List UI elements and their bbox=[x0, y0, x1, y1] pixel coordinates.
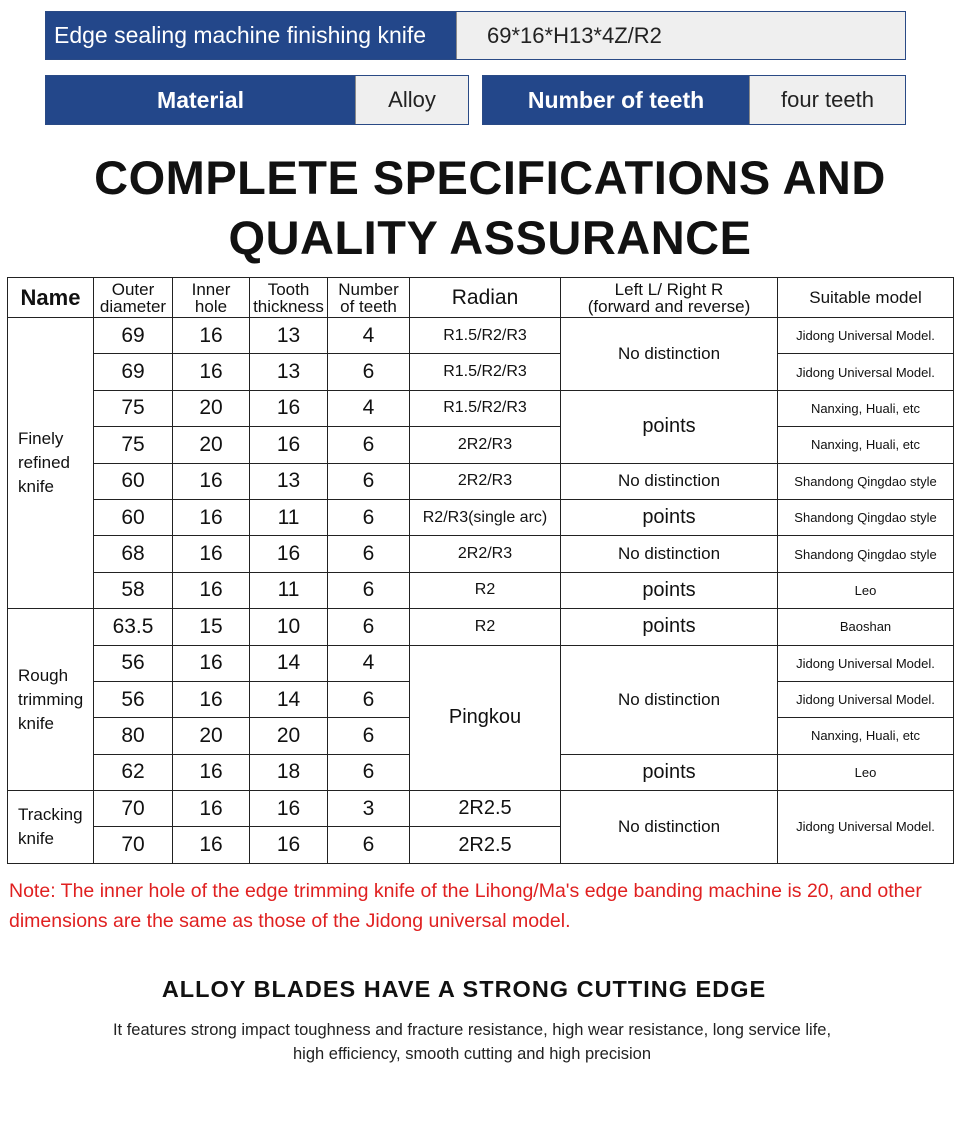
cell-direction: No distinction bbox=[561, 536, 778, 572]
cell-thickness: 11 bbox=[250, 572, 328, 608]
cell-radian: R2/R3(single arc) bbox=[410, 499, 561, 535]
cell-model: Shandong Qingdao style bbox=[778, 536, 954, 572]
cell-thickness: 10 bbox=[250, 609, 328, 645]
cell-inner: 20 bbox=[173, 427, 250, 463]
cell-radian: R1.5/R2/R3 bbox=[410, 390, 561, 426]
cell-teeth: 6 bbox=[328, 609, 410, 645]
table-row bbox=[8, 463, 954, 499]
product-name-bar bbox=[45, 11, 906, 60]
cell-thickness: 16 bbox=[250, 827, 328, 863]
cell-teeth: 4 bbox=[328, 645, 410, 681]
cell-radian: 2R2.5 bbox=[410, 791, 561, 827]
cell-teeth: 3 bbox=[328, 791, 410, 827]
cell-model: Jidong Universal Model. bbox=[778, 681, 954, 717]
cell-outer: 75 bbox=[94, 390, 173, 426]
cell-thickness: 11 bbox=[250, 499, 328, 535]
cell-teeth: 4 bbox=[328, 318, 410, 354]
cell-outer: 62 bbox=[94, 754, 173, 790]
cell-outer: 56 bbox=[94, 681, 173, 717]
cell-thickness: 16 bbox=[250, 536, 328, 572]
header-inner-hole: Inner hole bbox=[173, 278, 250, 318]
cell-inner: 16 bbox=[173, 827, 250, 863]
table-row bbox=[8, 645, 954, 681]
cell-teeth: 4 bbox=[328, 390, 410, 426]
table-header-row bbox=[8, 278, 954, 318]
cell-teeth: 6 bbox=[328, 572, 410, 608]
cell-inner: 15 bbox=[173, 609, 250, 645]
cell-direction: No distinction bbox=[561, 645, 778, 754]
teeth-bar bbox=[482, 75, 906, 125]
table-row bbox=[8, 318, 954, 354]
cell-teeth: 6 bbox=[328, 499, 410, 535]
header-outer-diameter: Outer diameter bbox=[94, 278, 173, 318]
cell-model: Nanxing, Huali, etc bbox=[778, 427, 954, 463]
teeth-value: four teeth bbox=[749, 76, 905, 124]
cell-direction: No distinction bbox=[561, 318, 778, 391]
cell-thickness: 16 bbox=[250, 390, 328, 426]
cell-radian: R2 bbox=[410, 609, 561, 645]
material-label: Material bbox=[46, 76, 355, 124]
cell-inner: 20 bbox=[173, 718, 250, 754]
cell-teeth: 6 bbox=[328, 536, 410, 572]
cell-outer: 70 bbox=[94, 791, 173, 827]
cell-teeth: 6 bbox=[328, 718, 410, 754]
cell-radian: 2R2/R3 bbox=[410, 536, 561, 572]
table-row bbox=[8, 499, 954, 535]
header-radian: Radian bbox=[410, 278, 561, 318]
cell-radian: R2 bbox=[410, 572, 561, 608]
cell-radian: 2R2.5 bbox=[410, 827, 561, 863]
cell-direction: points bbox=[561, 754, 778, 790]
cell-teeth: 6 bbox=[328, 463, 410, 499]
header-name: Name bbox=[8, 278, 94, 318]
cell-model: Jidong Universal Model. bbox=[778, 318, 954, 354]
cell-inner: 16 bbox=[173, 754, 250, 790]
cell-direction: No distinction bbox=[561, 791, 778, 864]
spec-table bbox=[7, 277, 954, 864]
cell-inner: 16 bbox=[173, 791, 250, 827]
cell-radian: 2R2/R3 bbox=[410, 427, 561, 463]
cell-inner: 16 bbox=[173, 463, 250, 499]
cell-thickness: 13 bbox=[250, 318, 328, 354]
cell-inner: 16 bbox=[173, 681, 250, 717]
note-text: Note: The inner hole of the edge trimming knife of the Lihong/Ma's edge banding machine is 20, and other dimensions are the same as those of the Jidong universal model. bbox=[9, 880, 922, 932]
header-suitable-model: Suitable model bbox=[778, 278, 954, 318]
section-description: It features strong impact toughness and fracture resistance, high wear resistance, long service life, high efficiency, smooth cutting and high precision bbox=[112, 1021, 832, 1063]
cell-inner: 16 bbox=[173, 499, 250, 535]
cell-teeth: 6 bbox=[328, 754, 410, 790]
header-direction: Left L/ Right R (forward and reverse) bbox=[561, 278, 778, 318]
cell-inner: 16 bbox=[173, 536, 250, 572]
cell-model: Nanxing, Huali, etc bbox=[778, 718, 954, 754]
cell-outer: 63.5 bbox=[94, 609, 173, 645]
section-title: ALLOY BLADES HAVE A STRONG CUTTING EDGE bbox=[161, 976, 767, 1002]
cell-outer: 60 bbox=[94, 499, 173, 535]
cell-teeth: 6 bbox=[328, 827, 410, 863]
cell-direction: No distinction bbox=[561, 463, 778, 499]
cell-radian: Pingkou bbox=[410, 645, 561, 791]
cell-outer: 58 bbox=[94, 572, 173, 608]
cell-outer: 70 bbox=[94, 827, 173, 863]
header-tooth-thickness: Tooth thickness bbox=[250, 278, 328, 318]
group-finely-refined: Finely refined knife bbox=[8, 318, 94, 609]
cell-inner: 16 bbox=[173, 645, 250, 681]
group-tracking: Tracking knife bbox=[8, 791, 94, 864]
cell-model: Leo bbox=[778, 754, 954, 790]
cell-thickness: 13 bbox=[250, 354, 328, 390]
cell-radian: 2R2/R3 bbox=[410, 463, 561, 499]
table-row bbox=[8, 609, 954, 645]
cell-inner: 16 bbox=[173, 318, 250, 354]
teeth-label: Number of teeth bbox=[483, 76, 749, 124]
table-row bbox=[8, 354, 954, 390]
cell-direction: points bbox=[561, 499, 778, 535]
cell-outer: 69 bbox=[94, 354, 173, 390]
material-bar bbox=[45, 75, 469, 125]
cell-inner: 20 bbox=[173, 390, 250, 426]
cell-teeth: 6 bbox=[328, 354, 410, 390]
page-title bbox=[0, 148, 960, 268]
table-row bbox=[8, 791, 954, 827]
cell-model: Shandong Qingdao style bbox=[778, 499, 954, 535]
cell-model: Leo bbox=[778, 572, 954, 608]
cell-inner: 16 bbox=[173, 572, 250, 608]
cell-inner: 16 bbox=[173, 354, 250, 390]
cell-radian: R1.5/R2/R3 bbox=[410, 354, 561, 390]
header-number-of-teeth: Number of teeth bbox=[328, 278, 410, 318]
cell-model: Jidong Universal Model. bbox=[778, 354, 954, 390]
table-row bbox=[8, 572, 954, 608]
cell-direction: points bbox=[561, 390, 778, 463]
cell-thickness: 20 bbox=[250, 718, 328, 754]
cell-model: Baoshan bbox=[778, 609, 954, 645]
table-row bbox=[8, 536, 954, 572]
cell-direction: points bbox=[561, 609, 778, 645]
cell-teeth: 6 bbox=[328, 427, 410, 463]
product-value: 69*16*H13*4Z/R2 bbox=[456, 12, 905, 59]
cell-thickness: 13 bbox=[250, 463, 328, 499]
cell-thickness: 18 bbox=[250, 754, 328, 790]
cell-thickness: 16 bbox=[250, 427, 328, 463]
cell-outer: 80 bbox=[94, 718, 173, 754]
cell-outer: 60 bbox=[94, 463, 173, 499]
cell-outer: 75 bbox=[94, 427, 173, 463]
table-row bbox=[8, 427, 954, 463]
cell-thickness: 14 bbox=[250, 645, 328, 681]
cell-thickness: 14 bbox=[250, 681, 328, 717]
cell-model: Jidong Universal Model. bbox=[778, 645, 954, 681]
cell-outer: 69 bbox=[94, 318, 173, 354]
title-line-2: QUALITY ASSURANCE bbox=[228, 211, 752, 264]
title-line-1: COMPLETE SPECIFICATIONS AND bbox=[94, 151, 886, 204]
material-value: Alloy bbox=[355, 76, 468, 124]
cell-outer: 68 bbox=[94, 536, 173, 572]
cell-teeth: 6 bbox=[328, 681, 410, 717]
cell-model: Jidong Universal Model. bbox=[778, 791, 954, 864]
product-label: Edge sealing machine finishing knife bbox=[46, 12, 456, 59]
group-rough-trimming: Rough trimming knife bbox=[8, 609, 94, 791]
cell-radian: R1.5/R2/R3 bbox=[410, 318, 561, 354]
cell-thickness: 16 bbox=[250, 791, 328, 827]
table-row bbox=[8, 390, 954, 426]
cell-model: Nanxing, Huali, etc bbox=[778, 390, 954, 426]
cell-model: Shandong Qingdao style bbox=[778, 463, 954, 499]
cell-direction: points bbox=[561, 572, 778, 608]
cell-outer: 56 bbox=[94, 645, 173, 681]
